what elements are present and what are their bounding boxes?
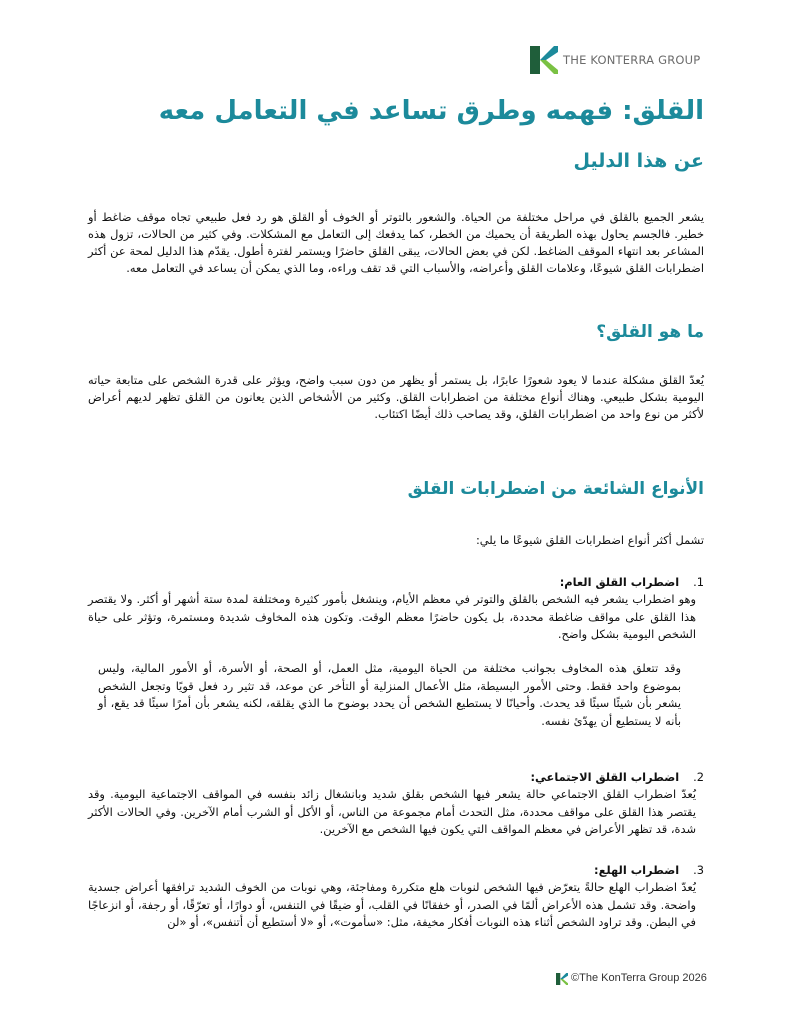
company-logo [530, 46, 710, 76]
konterra-k-logo-icon [530, 46, 558, 74]
what-paragraph: يُعدّ القلق مشكلة عندما لا يعود شعورًا عابرًا، بل يستمر أو يظهر من دون سبب واضح، ويؤثر على قدرة الشخص على متابعة حياته اليومية بشكل طبيعي. وهناك أنواع مختلفة من اضطرابات القلق. وكثير من الأشخاص الذين يعانون من القلق تظهر لديهم أعراض لأكثر من نوع واحد من اضطرابات القلق، وقد يصاحب ذلك أيضًا اكتئاب. [88, 373, 704, 421]
list-item-title: اضطراب الهلع: [594, 863, 680, 877]
types-intro: تشمل أكثر أنواع اضطرابات القلق شيوعًا ما يلي: [475, 533, 704, 547]
list-item-1-body: وهو اضطراب يشعر فيه الشخص بالقلق والتوتر في معظم الأيام، وينشغل بأمور كثيرة ومختلفة لمدة ستة أشهر أو أكثر. ولا يقتصر هذا القلق على مواقف ضاغطة محددة، بل يكون حاضرًا معظم الوقت. وتكون هذه المخاوف شديدة ومستمرة، وتؤثر على حياة الشخص اليومية بشكل واضح. [88, 592, 696, 641]
about-paragraph: يشعر الجميع بالقلق في مراحل مختلفة من الحياة. والشعور بالتوتر أو الخوف أو القلق هو رد فعل طبيعي تجاه موقف ضاغط أو خطير. فالجسم يحاول بهذه الطريقة أن يحميك من الخطر، كما يدفعك إلى التعامل مع المشكلات. وفي كثير من الحالات، تزول هذه المشاعر بعد انتهاء الموقف الضاغط. لكن في بعض الحالات، يبقى القلق حاضرًا ويستمر لفترة أطول. يقدّم هذا الدليل لمحة عن أكثر اضطرابات القلق شيوعًا، وعلامات القلق وأعراضه، والأسباب التي قد تقف وراءه، وما الذي يمكن أن يساعد في التعامل معه. [88, 210, 704, 275]
list-item-3-body: يُعدّ اضطراب الهلع حالةً يتعرّض فيها الشخص لنوبات هلع متكررة ومفاجئة، وهي نوبات من الخوف الشديد ترافقها أعراض جسدية واضحة. وقد تشمل هذه الأعراض ألمًا في الصدر، أو خفقانًا في القلب، أو ضيقًا في التنفس، أو دوارًا، أو تعرّقًا، أو رجفة، أو انزعاجًا في البطن. وقد تراود الشخص أثناء هذه النوبات أفكار مخيفة، مثل: «سأموت»، أو «لا أستطيع أن أتنفس»، أو «لن [88, 880, 696, 929]
list-item-title: اضطراب القلق الاجتماعي: [530, 770, 680, 784]
list-item-2-body: يُعدّ اضطراب القلق الاجتماعي حالة يشعر فيها الشخص بقلق شديد وبانشغال زائد بنفسه في المواقف الاجتماعية اليومية. وقد يقتصر هذا القلق على مواقف محددة، مثل التحدث أمام مجموعة من الناس، أو الأكل أو الشرب أمام الآخرين. وفي الحالات الأكثر شدة، قد تظهر الأعراض في معظم المواقف التي يكون فيها الشخص مع الآخرين. [88, 787, 696, 836]
section-heading-what: ما هو القلق؟ [596, 322, 704, 342]
document-title: القلق: فهمه وطرق تساعد في التعامل معه [158, 96, 704, 126]
konterra-k-logo-icon [556, 973, 568, 985]
list-item-1-heading [94, 574, 704, 591]
list-number: 3. [693, 863, 704, 877]
section-heading-about: عن هذا الدليل [573, 150, 704, 172]
list-item-2-heading [94, 769, 704, 786]
list-item-1-body-2: وقد تتعلق هذه المخاوف بجوانب مختلفة من الحياة اليومية، مثل العمل، أو الصحة، أو الأسرة، أو الأمور المالية، وليس بموضوع واحد فقط. وحتى الأمور البسيطة، مثل الأعمال المنزلية أو التأخر عن موعد، قد تثير رد فعل قويًا وتجعل الشخص يشعر بأن شيئًا سيئًا قد يحدث. وأحيانًا لا يستطيع الشخص أن يحدد بوضوح ما الذي يقلقه، لكنه يشعر بأن أمرًا سيئًا قد يقع، أو بأنه لا يستطيع أن يهدّئ نفسه. [98, 661, 681, 728]
list-item-3-heading [94, 862, 704, 879]
page-footer [556, 972, 756, 988]
footer-copyright: ©The KonTerra Group 2026 [571, 972, 707, 984]
list-number: 2. [693, 770, 704, 784]
section-heading-types: الأنواع الشائعة من اضطرابات القلق [407, 479, 704, 499]
logo-text: THE KONTERRA GROUP [563, 53, 701, 67]
list-item-title: اضطراب القلق العام: [559, 575, 680, 589]
list-number: 1. [693, 575, 704, 589]
